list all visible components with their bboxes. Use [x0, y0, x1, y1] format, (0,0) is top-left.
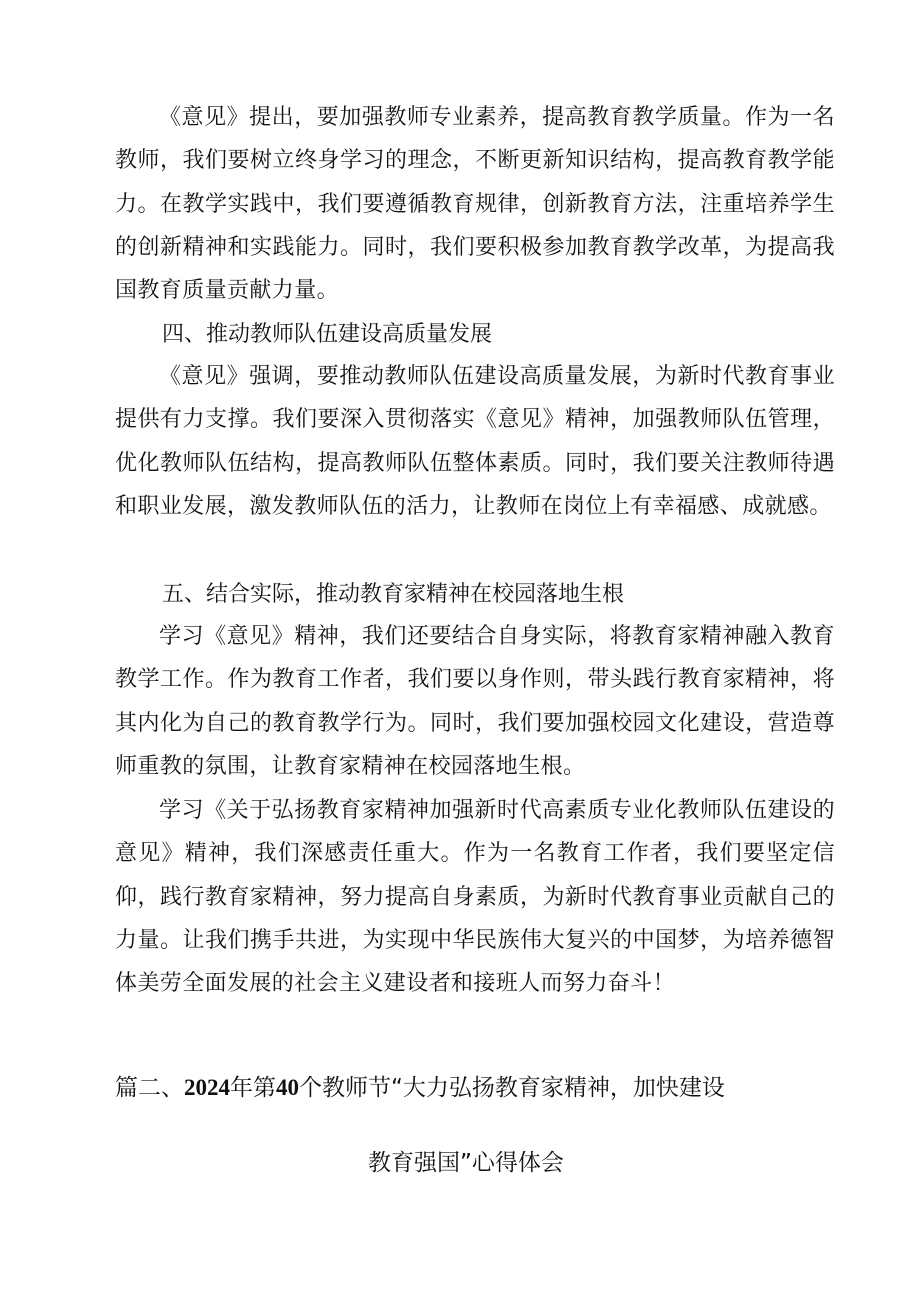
- title-year: 2024: [184, 1075, 230, 1100]
- paragraph-combine-with-practice: 学习《意见》精神，我们还要结合自身实际，将教育家精神融入教育教学工作。作为教育工作者，我们要以身作则，带头践行教育家精神，将其内化为自己的教育教学行为。同时，我们要加强校园文化建设，营造尊师重教的氛围，让教育家精神在校园落地生根。: [115, 624, 835, 779]
- next-article-title-line-2: 教育强国”心得体会: [368, 1150, 564, 1176]
- paragraph-conclusion: 学习《关于弘扬教育家精神加强新时代高素质专业化教师队伍建设的意见》精神，我们深感责任重大。作为一名教育工作者，我们要坚定信仰，践行教育家精神，努力提高自身素质，为新时代教育事业贡献自己的力量。让我们携手共进，为实现中华民族伟大复兴的中国梦，为培养德智体美劳全面发展的社会主义建设者和接班人而努力奋斗！: [115, 798, 835, 997]
- title-rest: 个教师节“大力弘扬教育家精神，加快建设: [299, 1075, 725, 1101]
- next-article-title-line-1: [115, 1072, 725, 1104]
- section-heading-five: 五、结合实际，推动教育家精神在校园落地生根: [162, 582, 625, 607]
- title-count: 40: [276, 1075, 299, 1100]
- section-heading-four: 四、推动教师队伍建设高质量发展: [162, 322, 493, 347]
- paragraph-teacher-team-development: 《意见》强调，要推动教师队伍建设高质量发展，为新时代教育事业提供有力支撑。我们要深入贯彻落实《意见》精神，加强教师队伍管理，优化教师队伍结构，提高教师队伍整体素质。同时，我们要关注教师待遇和职业发展，激发教师队伍的活力，让教师在岗位上有幸福感、成就感。: [115, 364, 835, 519]
- paragraph-teacher-professional-quality: 《意见》提出，要加强教师专业素养，提高教育教学质量。作为一名教师，我们要树立终身学习的理念，不断更新知识结构，提高教育教学能力。在教学实践中，我们要遵循教育规律，创新教育方法，注重培养学生的创新精神和实践能力。同时，我们要积极参加教育教学改革，为提高我国教育质量贡献力量。: [115, 105, 835, 304]
- title-prefix: 篇二、: [115, 1075, 184, 1101]
- title-mid: 年第: [230, 1075, 276, 1101]
